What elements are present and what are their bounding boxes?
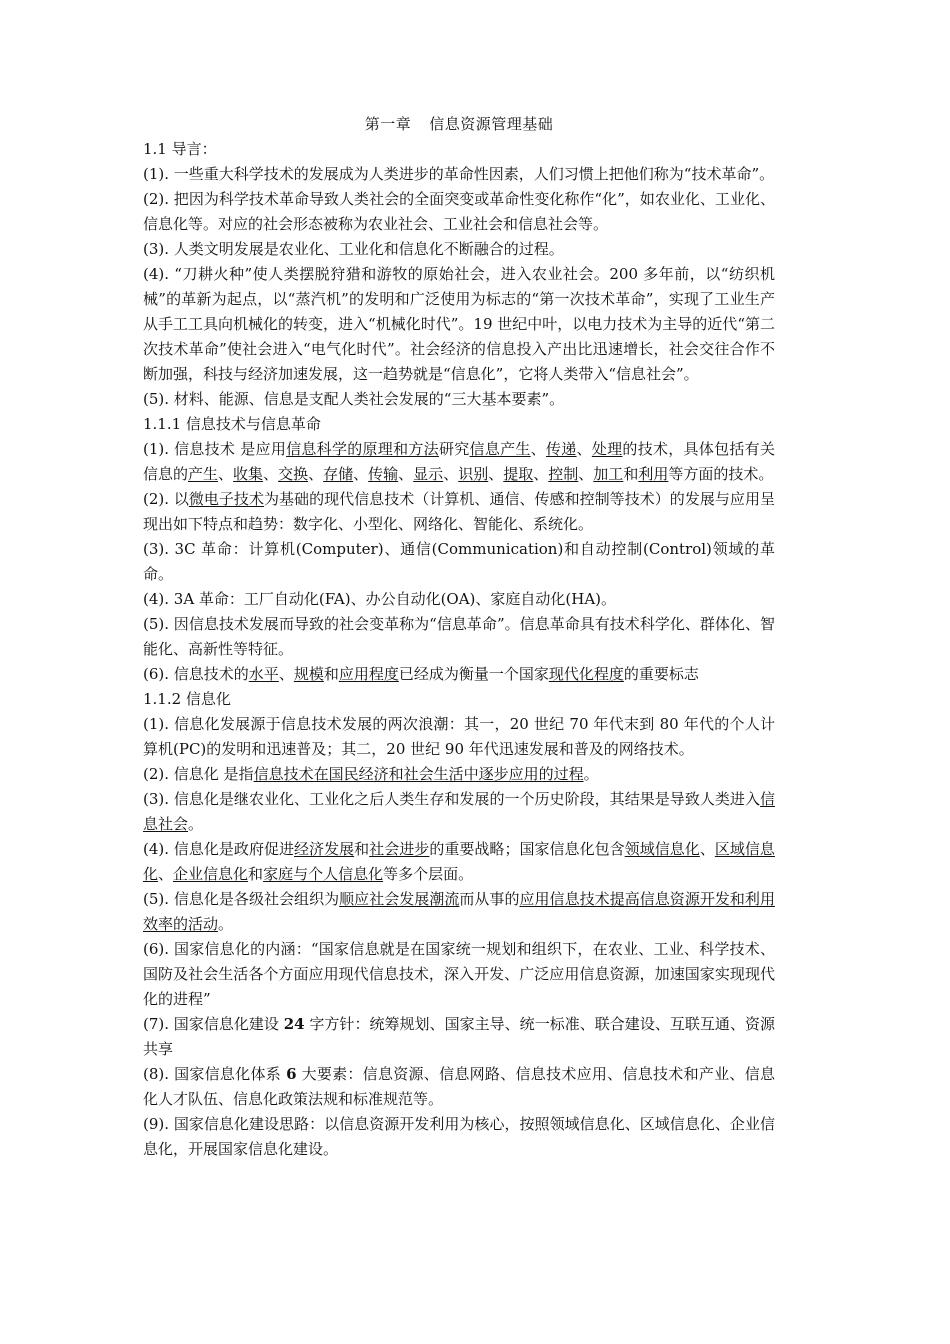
text-run: 研究	[438, 440, 470, 458]
text-run: 和	[354, 840, 370, 858]
paragraph	[143, 387, 775, 412]
chapter-title	[143, 112, 775, 137]
paragraph	[143, 662, 775, 687]
underlined-term: 应用信息技术提高信息资源开发和利用效率的活动	[143, 890, 775, 933]
paragraph	[143, 712, 775, 762]
chapter-number: 第一章	[364, 115, 412, 133]
underlined-term: 产生	[188, 465, 219, 483]
paragraph	[143, 1112, 775, 1162]
paragraph	[143, 187, 775, 237]
text-run: 而从事的	[459, 890, 520, 908]
underlined-term: 提取	[503, 465, 534, 483]
paragraph	[143, 487, 775, 537]
text-run: (3). 人类文明发展是农业化、工业化和信息化不断融合的过程。	[143, 240, 564, 258]
underlined-term: 传输	[368, 465, 399, 483]
paragraph	[143, 837, 775, 887]
text-run: 、	[443, 465, 459, 483]
text-run: (6). 信息技术的	[143, 665, 249, 683]
text-run: 的技术，具体包括有关信息的	[143, 440, 775, 483]
text-run: 、	[263, 465, 279, 483]
text-run: 。	[583, 765, 599, 783]
underlined-term: 利用	[638, 465, 669, 483]
paragraph	[143, 887, 775, 937]
text-run: 、	[218, 465, 234, 483]
underlined-term: 区域信息化	[143, 840, 775, 883]
underlined-term: 识别	[458, 465, 489, 483]
paragraph	[143, 262, 775, 387]
text-run: (2). 把因为科学技术革命导致人类社会的全面突变或革命性变化称作“化”，如农业化、工业化、信息化等。对应的社会形态被称为农业社会、工业社会和信息社会等。	[143, 190, 775, 233]
paragraph	[143, 162, 775, 187]
text-run: 的重要战略；国家信息化包含	[429, 840, 625, 858]
text-run: (4). “刀耕火种”使人类摆脱狩猎和游牧的原始社会，进入农业社会。200 多年前，以“纺织机械”的革新为起点，以“蒸汽机”的发明和广泛使用为标志的“第一次技术革命”，实现了工业生产从手工工具向机械化的转变，进入“机械化时代”。19 世纪中叶，以电力技术为主导的近代“第二次技术革命”使社会进入“电气化时代”。社会经济的信息投入产出比迅速增长，社会交往合作不断加强，科技与经济加速发展，这一趋势就是“信息化”，它将人类带入“信息社会”。	[143, 265, 775, 383]
paragraph	[143, 1062, 775, 1112]
bold-number: 24	[283, 1015, 305, 1033]
text-run: 、	[578, 465, 594, 483]
text-run: (5). 材料、能源、信息是支配人类社会发展的“三大基本要素”。	[143, 390, 565, 408]
underlined-term: 现代化程度	[548, 665, 624, 683]
paragraph	[143, 937, 775, 1012]
document-body	[143, 137, 775, 1162]
underlined-term: 加工	[593, 465, 624, 483]
text-run: (5). 因信息技术发展而导致的社会变革称为“信息革命”。信息革命具有技术科学化、群体化、智能化、高新性等特征。	[143, 615, 775, 658]
text-run: (4). 信息化是政府促进	[143, 840, 295, 858]
paragraph	[143, 537, 775, 587]
underlined-term: 收集	[233, 465, 264, 483]
underlined-term: 微电子技术	[188, 490, 264, 508]
text-run: (1). 信息化发展源于信息技术发展的两次浪潮：其一，20 世纪 70 年代末到 80 年代的个人计算机(PC)的发明和迅速普及；其二，20 世纪 90 年代迅速发展和普及的网络技术。	[143, 715, 775, 758]
text-run: 、	[699, 840, 715, 858]
paragraph	[143, 587, 775, 612]
bold-number: 6	[286, 1065, 297, 1083]
underlined-term: 规模	[293, 665, 324, 683]
text-run: 和	[623, 465, 639, 483]
paragraph	[143, 762, 775, 787]
paragraph	[143, 612, 775, 662]
underlined-term: 领域信息化	[624, 840, 700, 858]
underlined-term: 顺应社会发展潮流	[339, 890, 460, 908]
paragraph	[143, 1012, 775, 1062]
text-run: (4). 3A 革命：工厂自动化(FA)、办公自动化(OA)、家庭自动化(HA)。	[143, 590, 617, 608]
text-run: 、	[398, 465, 414, 483]
text-run: 。	[188, 815, 204, 833]
text-run: 等方面的技术。	[668, 465, 774, 483]
paragraph	[143, 237, 775, 262]
text-run: 的重要标志	[623, 665, 699, 683]
paragraph	[143, 787, 775, 837]
text-run: 、	[158, 865, 174, 883]
text-run: (2). 信息化 是指	[143, 765, 254, 783]
underlined-term: 家庭与个人信息化	[263, 865, 384, 883]
underlined-term: 信息技术在国民经济和社会生活中逐步应用的过程	[253, 765, 584, 783]
text-run: (1). 一些重大科学技术的发展成为人类进步的革命性因素，人们习惯上把他们称为“技术革命”。	[143, 165, 775, 183]
underlined-term: 控制	[548, 465, 579, 483]
text-run: (2). 以	[143, 490, 189, 508]
text-run: 、	[488, 465, 504, 483]
text-run: 、	[530, 440, 546, 458]
text-run: 、	[308, 465, 324, 483]
underlined-term: 应用程度	[338, 665, 399, 683]
underlined-term: 水平	[248, 665, 279, 683]
section-heading: 1.1 导言：	[143, 140, 217, 158]
text-run: (9). 国家信息化建设思路：以信息资源开发利用为核心，按照领域信息化、区域信息化、企业信息化，开展国家信息化建设。	[143, 1115, 775, 1158]
text-run: (5). 信息化是各级社会组织为	[143, 890, 340, 908]
underlined-term: 社会进步	[369, 840, 430, 858]
text-run: 已经成为衡量一个国家	[398, 665, 549, 683]
text-run: 、	[278, 665, 294, 683]
text-run: (3). 信息化是继农业化、工业化之后人类生存和发展的一个历史阶段，其结果是导致人类进入	[143, 790, 760, 808]
underlined-term: 处理	[591, 440, 623, 458]
paragraph	[143, 437, 775, 487]
document-page	[143, 112, 775, 1162]
text-run: 和	[248, 865, 264, 883]
underlined-term: 信息科学的原理和方法	[286, 440, 439, 458]
text-run: 、	[576, 440, 592, 458]
text-run: 、	[353, 465, 369, 483]
underlined-term: 企业信息化	[173, 865, 249, 883]
text-run: 为基础的现代信息技术（计算机、通信、传感和控制等技术）的发展与应用呈现出如下特点和趋势：数字化、小型化、网络化、智能化、系统化。	[143, 490, 775, 533]
text-run: (8). 国家信息化体系	[143, 1065, 287, 1083]
text-run: (7). 国家信息化建设	[143, 1015, 284, 1033]
section-heading: 1.1.1 信息技术与信息革命	[143, 415, 321, 433]
underlined-term: 显示	[413, 465, 444, 483]
text-run: 字方针：统筹规划、国家主导、统一标准、联合建设、互联互通、资源共享	[143, 1015, 775, 1058]
text-run: (6). 国家信息化的内涵：“国家信息就是在国家统一规划和组织下，在农业、工业、科学技术、国防及社会生活各个方面应用现代信息技术，深入开发、广泛应用信息资源，加速国家实现现代化的进程”	[143, 940, 775, 1008]
text-run: 等多个层面。	[383, 865, 474, 883]
chapter-name: 信息资源管理基础	[429, 115, 554, 133]
underlined-term: 信息产生	[469, 440, 531, 458]
underlined-term: 交换	[278, 465, 309, 483]
underlined-term: 传递	[545, 440, 577, 458]
text-run: 。	[218, 915, 234, 933]
text-run: 、	[533, 465, 549, 483]
text-run: (3). 3C 革命：计算机(Computer)、通信(Communication)和自动控制(Control)领域的革命。	[143, 540, 775, 583]
underlined-term: 存储	[323, 465, 354, 483]
text-run: (1). 信息技术 是应用	[143, 440, 287, 458]
section-heading: 1.1.2 信息化	[143, 690, 231, 708]
text-run: 大要素：信息资源、信息网路、信息技术应用、信息技术和产业、信息化人才队伍、信息化政策法规和标准规范等。	[143, 1065, 775, 1108]
underlined-term: 信息社会	[143, 790, 775, 833]
underlined-term: 经济发展	[294, 840, 355, 858]
text-run: 和	[323, 665, 339, 683]
